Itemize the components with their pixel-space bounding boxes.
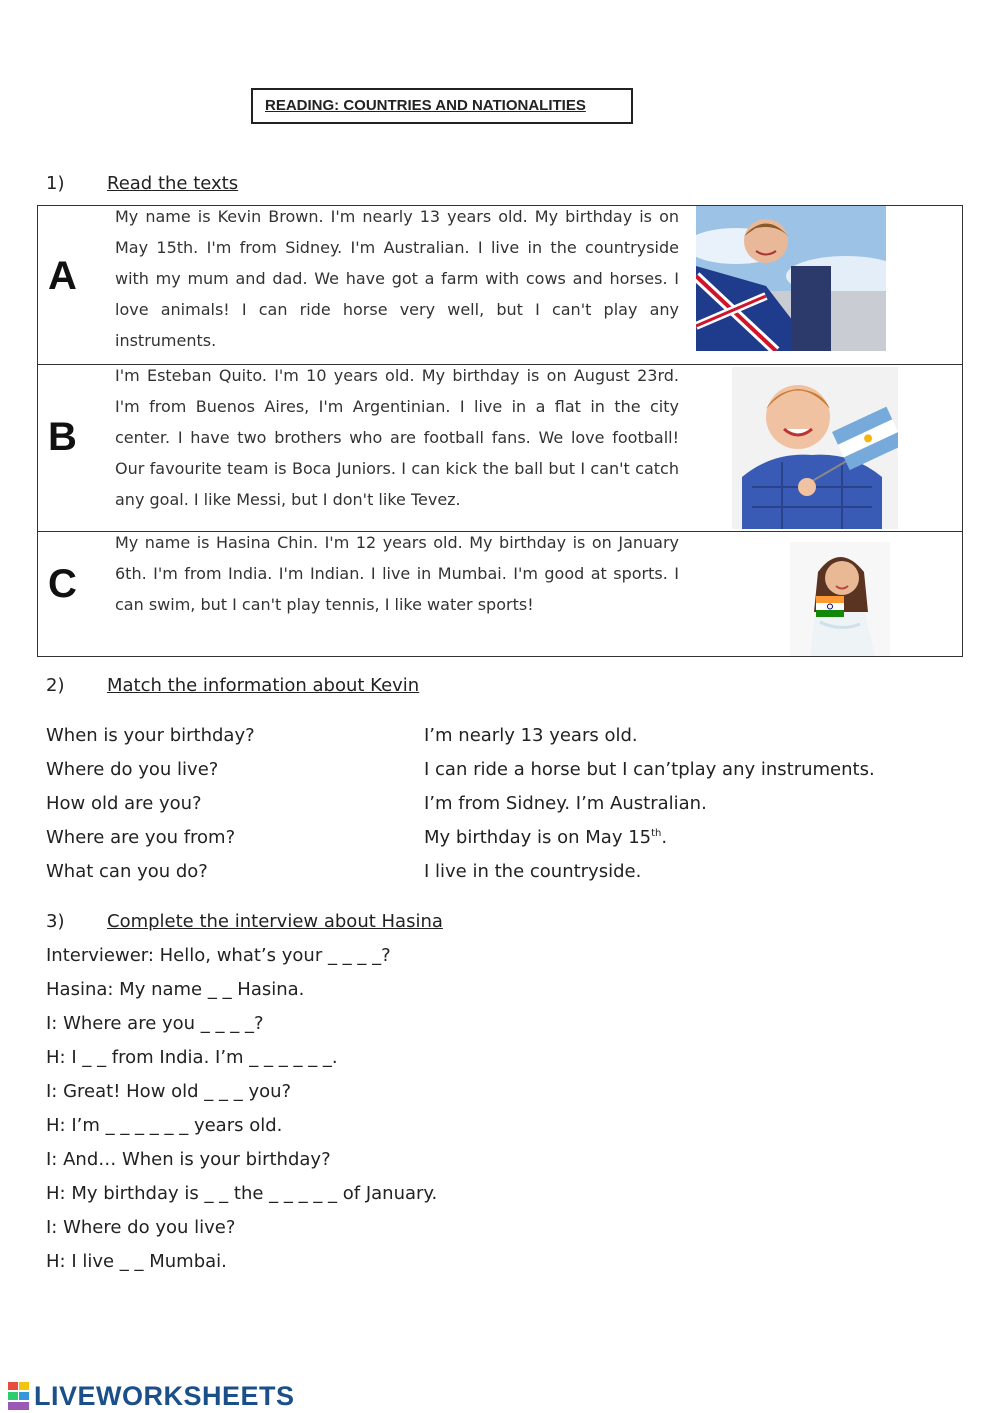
interview-line: H: My birthday is _ _ the _ _ _ _ _ of January. <box>46 1183 438 1204</box>
interview-line: Interviewer: Hello, what’s your _ _ _ _? <box>46 945 391 966</box>
liveworksheets-logo[interactable] <box>8 1381 295 1411</box>
section1-title: Read the texts <box>107 173 239 194</box>
interview-line: I: Where do you live? <box>46 1217 236 1238</box>
passage-text: My name is Hasina Chin. I'm 12 years old. My birthday is on January 6th. I'm from India. I'm Indian. I live in Mumbai. I'm good at sports. I can swim, but I can't play tennis, I like water sports! <box>115 533 679 614</box>
hasina-photo <box>790 542 890 656</box>
passage-text: I'm Esteban Quito. I'm 10 years old. My birthday is on August 23rd. I'm from Buenos Aires, I'm Argentinian. I live in a flat in the city center. I have two brothers who are football fans. We love football! Our favourite team is Boca Juniors. I can kick the ball but I can't catch any goal. I like Messi, but I don't like Tevez. <box>115 366 679 509</box>
section2-number: 2) <box>46 675 65 696</box>
answer-item-birthday <box>424 827 667 848</box>
text-row-a <box>38 206 962 364</box>
question-item: Where are you from? <box>46 827 236 848</box>
row-letter: A <box>48 254 77 298</box>
reading-texts-table <box>37 205 963 657</box>
question-item: What can you do? <box>46 861 208 882</box>
section3-title: Complete the interview about Hasina <box>107 911 443 932</box>
interview-line: I: And… When is your birthday? <box>46 1149 331 1170</box>
interview-line: H: I live _ _ Mumbai. <box>46 1251 227 1272</box>
logo-mark-icon <box>8 1382 30 1410</box>
ordinal-suffix: th <box>651 828 662 839</box>
esteban-photo <box>732 367 898 529</box>
question-item: How old are you? <box>46 793 202 814</box>
section3-number: 3) <box>46 911 65 932</box>
answer-item: I’m nearly 13 years old. <box>424 725 638 746</box>
row-letter: B <box>48 415 77 459</box>
worksheet-title: READING: COUNTRIES AND NATIONALITIES <box>251 88 633 124</box>
answer-item: I can ride a horse but I can’tplay any instruments. <box>424 759 875 780</box>
answer-item: I’m from Sidney. I’m Australian. <box>424 793 707 814</box>
question-item: When is your birthday? <box>46 725 255 746</box>
interview-line: H: I’m _ _ _ _ _ _ years old. <box>46 1115 283 1136</box>
text-row-b <box>38 364 962 531</box>
interview-line: Hasina: My name _ _ Hasina. <box>46 979 305 1000</box>
kevin-photo <box>696 206 886 351</box>
logo-text: LIVEWORKSHEETS <box>34 1380 295 1411</box>
section1-number: 1) <box>46 173 65 194</box>
interview-line: I: Where are you _ _ _ _? <box>46 1013 264 1034</box>
interview-line: I: Great! How old _ _ _ you? <box>46 1081 292 1102</box>
text-row-c <box>38 531 962 657</box>
answer-text: My birthday is on May 15 <box>424 827 652 848</box>
passage-text: My name is Kevin Brown. I'm nearly 13 years old. My birthday is on May 15th. I'm from Sidney. I'm Australian. I live in the countryside with my mum and dad. We have got a farm with cows and horses. I love animals! I can ride horse very well, but I can't play any instruments. <box>115 207 679 350</box>
row-letter: C <box>48 562 77 606</box>
answer-end: . <box>661 827 668 848</box>
question-item: Where do you live? <box>46 759 219 780</box>
section2-title: Match the information about Kevin <box>107 675 420 696</box>
interview-line: H: I _ _ from India. I’m _ _ _ _ _ _. <box>46 1047 338 1068</box>
answer-item: I live in the countryside. <box>424 861 642 882</box>
